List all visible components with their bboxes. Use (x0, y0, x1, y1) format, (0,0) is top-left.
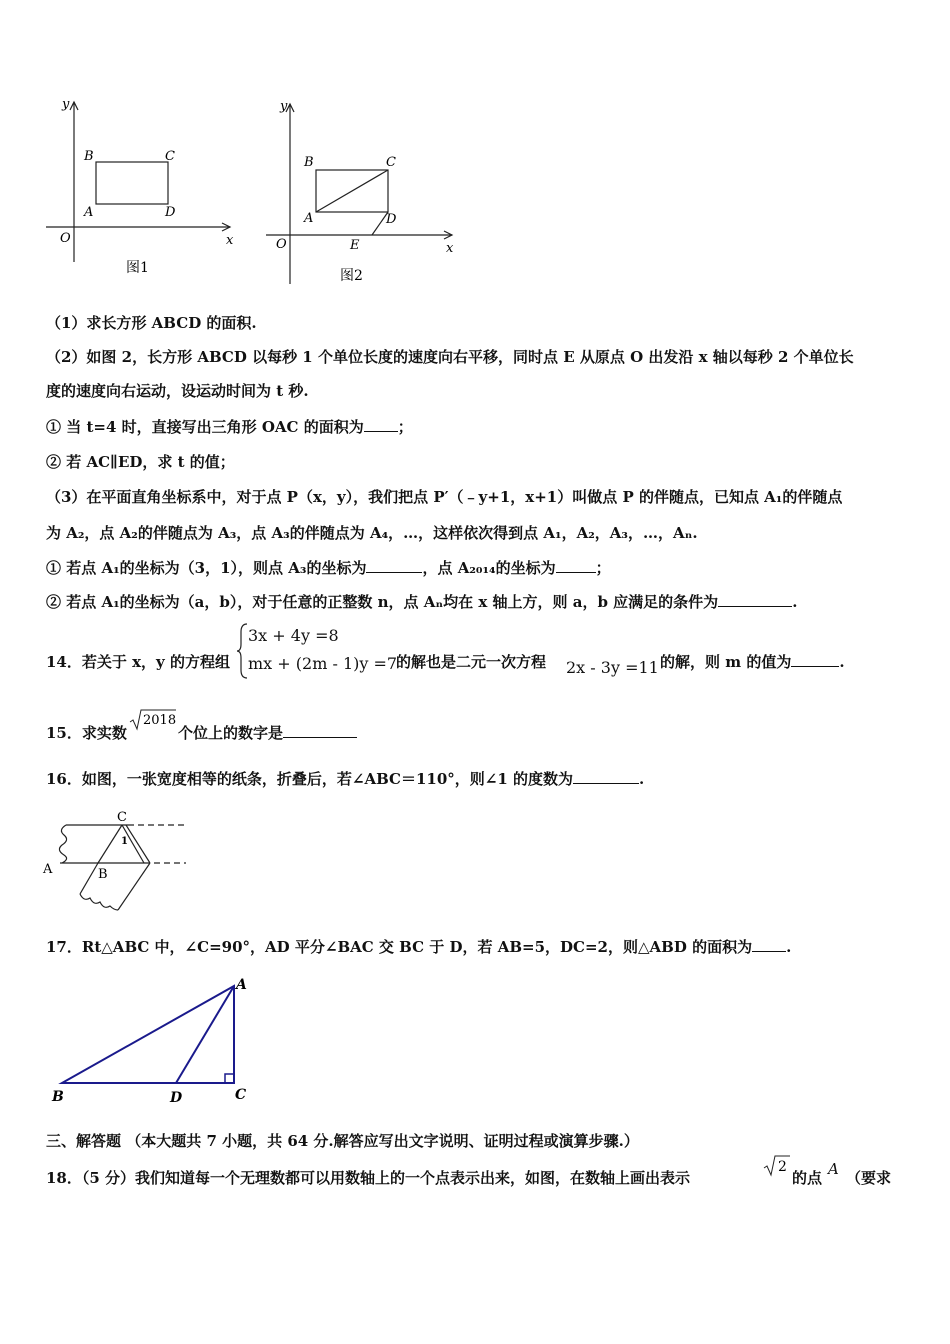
q18-middle: 的点 (792, 1169, 823, 1187)
segment-ad (176, 986, 234, 1083)
triangle-abc (62, 986, 234, 1083)
torn-edge-bottom (80, 894, 118, 910)
q13-part3-line1: （3）在平面直角坐标系中，对于点 P（x，y），我们把点 P′（﹣y+1，x+1）叫做点 P 的伴随点，已知点 A₁的伴随点 (46, 488, 843, 506)
q14-middle: 的解也是二元一次方程 (396, 653, 547, 671)
answer-blank[interactable] (752, 937, 786, 952)
label-e: E (350, 238, 360, 253)
radical-value: 2018 (143, 713, 177, 728)
label-c: C (235, 1087, 247, 1103)
q14-prefix: 14．若关于 x，y 的方程组 (46, 653, 230, 671)
q14-equation-2: mx + (2m - 1)y =7 (248, 654, 398, 673)
q18-prefix: 18．（5 分）我们知道每一个无理数都可以用数轴上的一个点表示出来，如图，在数轴上画出表示 (46, 1169, 691, 1187)
label-d: D (165, 205, 176, 220)
q15-suffix (178, 722, 357, 743)
label-b: B (52, 1089, 64, 1105)
label-b: B (304, 155, 314, 170)
label-b: B (98, 867, 108, 882)
figure-2-caption: 图2 (340, 268, 363, 284)
answer-blank[interactable] (718, 592, 792, 607)
label-x: x (446, 241, 454, 256)
answer-blank[interactable] (556, 558, 596, 573)
label-c: C (386, 155, 396, 170)
q13-part2-line2: 度的速度向右运动，设运动时间为 t 秒. (46, 382, 309, 400)
radical-sign (762, 1152, 792, 1178)
q13-part2-line1: （2）如图 2，长方形 ABCD 以每秒 1 个单位长度的速度向右平移，同时点 E 从原点 O 出发沿 x 轴以每秒 2 个单位长 (46, 348, 854, 366)
q18-point: A (828, 1160, 839, 1178)
answer-blank[interactable] (573, 769, 639, 784)
q13-part2-q1-text: ① 当 t=4 时，直接写出三角形 OAC 的面积为 (46, 418, 364, 436)
radical-sign (128, 706, 178, 732)
label-a: A (43, 862, 53, 877)
label-x: x (226, 233, 234, 248)
q17-text (46, 936, 791, 957)
q13-part1: （1）求长方形 ABCD 的面积. (46, 314, 257, 332)
label-c: C (165, 149, 175, 164)
label-b: B (84, 149, 94, 164)
diagonal-ac (316, 170, 388, 212)
label-d: D (170, 1090, 183, 1106)
label-o: O (60, 231, 71, 246)
figure-1-caption: 图1 (126, 260, 149, 276)
q16-text (46, 768, 644, 789)
q13-part2-q1 (46, 416, 413, 437)
q13-part3-q1-text-a: ① 若点 A₁的坐标为（3，1），则点 A₃的坐标为 (46, 559, 367, 577)
figure-1 (40, 92, 240, 282)
answer-blank[interactable] (283, 723, 357, 738)
q17-end: . (786, 938, 792, 956)
label-a: A (304, 211, 314, 226)
q15-prefix: 15．求实数 (46, 724, 127, 742)
answer-blank[interactable] (791, 652, 839, 667)
q13-part3-line2: 为 A₂，点 A₂的伴随点为 A₃，点 A₃的伴随点为 A₄，…，这样依次得到点 A₁，A₂，A₃，…，Aₙ. (46, 524, 698, 542)
q17-text-content: 17．Rt△ABC 中，∠C=90°，AD 平分∠BAC 交 BC 于 D，若 AB=5，DC=2，则△ABD 的面积为 (46, 938, 753, 956)
label-c: C (117, 810, 127, 825)
q13-part3-q1 (46, 557, 611, 578)
section-3-heading: 三、解答题 （本大题共 7 小题，共 64 分.解答应写出文字说明、证明过程或演算步骤.） (46, 1132, 639, 1150)
q13-part3-q1-end: ； (595, 559, 611, 577)
q16-text-content: 16．如图，一张宽度相等的纸条，折叠后，若∠ABC＝110°，则∠1 的度数为 (46, 770, 574, 788)
q13-part2-q1-end: ； (397, 418, 413, 436)
q14-suffix-text: 的解，则 m 的值为 (660, 653, 792, 671)
q13-part3-q1-text-b: ，点 A₂₀₁₄的坐标为 (422, 559, 556, 577)
q14-end: . (839, 653, 845, 671)
q18-suffix: （要求 (846, 1169, 892, 1187)
rectangle-abcd (96, 162, 168, 204)
q13-part2-q2: ② 若 AC∥ED，求 t 的值； (46, 453, 235, 471)
label-a: A (236, 977, 247, 993)
q13-part3-q2-text: ② 若点 A₁的坐标为（a，b），对于任意的正整数 n，点 Aₙ均在 x 轴上方，则 a，b 应满足的条件为 (46, 593, 719, 611)
q13-part3-q2 (46, 591, 797, 612)
figure-q16 (40, 806, 190, 912)
q14-equation-1: 3x + 4y =8 (248, 626, 339, 645)
figure-2 (262, 96, 462, 292)
answer-blank[interactable] (366, 558, 422, 573)
label-angle-1: 1 (121, 836, 128, 847)
answer-blank[interactable] (364, 417, 398, 432)
label-o: O (276, 237, 287, 252)
q15-suffix-text: 个位上的数字是 (178, 724, 284, 742)
label-y: y (280, 99, 288, 114)
label-y: y (62, 97, 70, 112)
q14-equation-3: 2x - 3y =11 (566, 658, 659, 677)
q16-end: . (639, 770, 645, 788)
label-a: A (84, 205, 94, 220)
figure-q17 (46, 972, 266, 1108)
label-d: D (386, 212, 397, 227)
radical-value: 2 (778, 1159, 787, 1175)
right-angle-mark (225, 1074, 234, 1083)
q13-part3-q2-end: . (792, 593, 798, 611)
torn-edge-left (59, 825, 66, 863)
q14-suffix (660, 651, 845, 672)
